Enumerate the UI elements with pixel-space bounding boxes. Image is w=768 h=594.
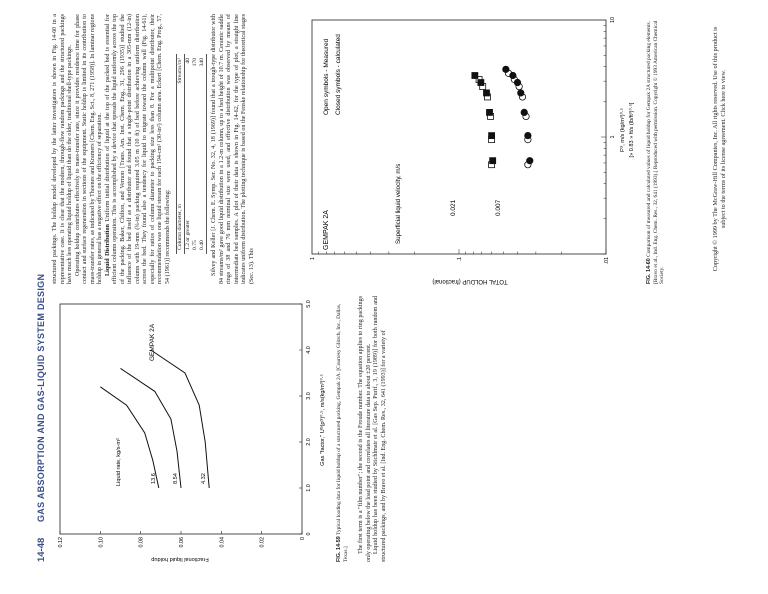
velocity-value-2: 0.007 xyxy=(495,199,502,216)
fig-14-59-caption xyxy=(336,296,349,562)
data-point-square xyxy=(478,80,484,86)
right-column-text xyxy=(52,14,256,284)
y-tick-label: .1 xyxy=(457,257,463,262)
data-point-square xyxy=(484,90,490,96)
fig-14-60-points xyxy=(472,66,533,168)
holdup-curve-1 xyxy=(121,368,182,488)
table-cell: 340 xyxy=(199,58,205,67)
data-point-circle xyxy=(503,66,509,72)
y-tick-label: 0.12 xyxy=(58,537,64,548)
fig-14-59-inner-label: GEMPAK 2A xyxy=(149,323,156,361)
y-tick-label: 0 xyxy=(300,537,306,540)
x-tick-label: 10 xyxy=(610,17,616,23)
y-tick-label: 0.08 xyxy=(138,537,145,548)
x-tick-label: 1.0 xyxy=(306,484,312,492)
table-cell: 40 xyxy=(185,58,191,64)
data-point-circle xyxy=(521,109,527,115)
copyright-notice[interactable] xyxy=(712,24,728,274)
fig-14-59-legend-title: Liquid rate, kg/s-m² xyxy=(116,438,122,486)
x-tick-label: 2.0 xyxy=(306,438,312,446)
velocity-value-1: 0.021 xyxy=(450,199,457,216)
y-tick-label: 0.10 xyxy=(98,537,105,548)
x-tick-label: 1 xyxy=(610,135,616,139)
table-head-streams: Streams/m² xyxy=(177,58,183,84)
right-paragraph-1: structured packings. The holdup model developed by the latter investigators is shown in Fig. 14-60 in a representative case. It is clear that the modern, through-flow random packings and the structured packings have much less operating liquid holdup of liquid than do the older, traditional shell-type packings. xyxy=(52,14,73,284)
data-point-circle xyxy=(527,157,533,163)
fig-14-60-ylabel: TOTAL HOLDUP (fractional) xyxy=(432,278,508,284)
right-paragraph-3 xyxy=(105,14,173,284)
legend-closed-symbols: Closed symbols - calculated xyxy=(335,34,342,115)
data-point-square xyxy=(487,109,493,115)
y-tick-label: 1 xyxy=(310,257,316,260)
data-point-circle xyxy=(518,90,524,96)
curve-label: 8.54 xyxy=(173,473,179,484)
fig-14-59-caption-label: FIG. 14-59 xyxy=(336,536,342,562)
fig-14-60-caption-label: FIG. 14-60 xyxy=(646,258,652,284)
table-head-diameter: Column diameter, m xyxy=(177,204,183,250)
left-paragraph-1: The first term is a "film number"; the second is the Froude number. The equation applies to ring packings only operating below the load point and correlates all literature data to about ±20 percent. xyxy=(358,296,372,562)
data-point-circle xyxy=(510,72,516,78)
fig-14-60-axes xyxy=(310,17,616,265)
liquid-distribution-heading: Liquid Distribution xyxy=(104,224,111,276)
y-tick-label: 0.02 xyxy=(259,537,266,548)
data-point-circle xyxy=(525,132,531,138)
velocity-title: Superficial liquid velocity, m/s xyxy=(395,163,402,244)
distribution-table xyxy=(176,54,207,254)
data-point-square xyxy=(490,158,496,164)
left-paragraph-2: Liquid holdup has been studied by Stichlmair et al. [Gas Sep. Purif., 3, 19 (1989)] for both random and structured packings, and by Bravo et al. [Ind. Eng. Chem. Res., 32, 641 (1993)] for a variety of xyxy=(373,296,387,562)
right-paragraph-4: Silvey and Keller [J. Chem. E. Symp. Ser. No. 32, 4, 18 (1969)] found that a trough-type distributor with 84 streams/m² gave good liquid distribution in a 1.2-m column, up to a bed height of 10.7 m. Ceramic saddle rings of 38 and 76 mm nominal size were used, and effective distribution was observed by means of intermediate bed samples. A plot of their data is shown in Fig. 14-62, for the type of plot, a straight line indicates uniform distribution. The plotting technique is based on the Fenske relationship for theoretical stages (Sec. 13). This xyxy=(211,14,255,284)
table-cell: 170 xyxy=(192,58,198,67)
y-tick-label: 0.06 xyxy=(179,537,185,548)
liquid-distribution-text: Uniform initial distribution of liquid at the top of the packed bed is essential for efficient column operation. This is accomplished by a device that spreads the liquid uniformly across the top of the packing. Baker, Chilton, and Vernon [Trans. Am. Inst. Chem. Eng., 31, 296 (1935)] studied the influence of the bed itself as a distributor and found that a single-point distribution in a 305-mm (12-in) column with 19-mm (¾-in) packing required 3.05 m (10 ft) of bed before achieving uniform distribution across the bed. They found also a tendency for liquid to migrate toward the column wall (Fig. 14-61), especially for ratios of column diameter to packing size less than 8. For a multipoint distributor, their recommendation was one liquid stream for each 194-cm² (30-in²) column area. Eckert [Chem. Eng. Prog., 57, 54 (1961)] recommends the following: xyxy=(104,14,171,284)
x-tick-label: 3.0 xyxy=(306,392,312,400)
y-tick-label: .01 xyxy=(604,257,610,265)
fig-14-60-chart xyxy=(300,8,644,290)
fig-14-59-caption-text: Typical loading data for liquid holdup of a structured packing, Gempak 2A. [Courtesy Glitsch, Inc., Dallas, Texas.] xyxy=(336,303,349,562)
table-cell: 0.75 xyxy=(192,240,198,250)
copyright-link[interactable]: Copyright © 1999 by The McGraw-Hill Companies, Inc. All rights reserved. Use of this product is subject to the terms of its license agreement. Click here to view. xyxy=(712,26,727,272)
running-title: GAS ABSORPTION AND GAS-LIQUID SYSTEM DESIGN xyxy=(36,273,46,522)
fig-14-59-chart xyxy=(52,294,334,566)
table-cell: 0.40 xyxy=(199,240,205,250)
data-point-square xyxy=(472,73,478,79)
legend-open-symbols: Open symbols - Measured xyxy=(323,38,330,115)
plot-frame xyxy=(312,20,606,254)
left-column-text xyxy=(358,296,388,562)
data-point-circle xyxy=(514,79,520,85)
fig-14-60-caption-text: Comparison of measured and calculated values of liquid holdup for Gempak 2A structured packing elements. [Bravo et al., Ind. Eng. Chem. Res., 32, 641 (1993).] Reproduced with permission. Copyright © 1993 American Chemical Society. xyxy=(646,20,666,284)
fig-14-60-inner-label: GEMPAK 2A xyxy=(323,210,330,250)
page-number: 14-48 xyxy=(36,537,47,562)
x-tick-label: 4.0 xyxy=(306,346,312,354)
fig-14-60-xlabel-secondary: [» 0.83 » ft/s (lb/ft³)⁰·⁵] xyxy=(629,102,635,158)
data-point-square xyxy=(489,133,495,139)
x-tick-label: 5.0 xyxy=(306,300,312,308)
curve-label: 4.32 xyxy=(201,473,208,484)
plot-frame xyxy=(60,304,302,534)
fig-14-59-axes xyxy=(58,300,312,547)
y-tick-label: 0.04 xyxy=(219,537,226,548)
fig-14-59-xlabel: Gas "factor," Uᴳ(ρᴳ)⁰·⁵, m/s(kg/m³)⁰·⁵ xyxy=(320,374,326,466)
fig-14-59-ylabel: Fractional liquid holdup xyxy=(151,556,209,562)
fig-14-60-caption xyxy=(646,14,666,284)
table-cell: 1.2 or greater xyxy=(185,220,191,250)
x-tick-label: 0 xyxy=(306,532,312,536)
table-row xyxy=(199,54,207,254)
table-row xyxy=(192,54,199,254)
curve-label: 13.6 xyxy=(150,473,157,484)
holdup-curve-2 xyxy=(151,350,209,488)
table-row xyxy=(185,54,193,254)
fig-14-60-xlabel: Fᴳ, m/s (kg/m³)⁰·⁵ xyxy=(620,108,626,152)
right-paragraph-2: Operating holdup contributes effectively to mass-transfer rate, since it provides residence time for phase contact and surface regeneration in sections of the equipment. Static holdup is limited in its contribution to mass-transfer rates, as indicated by Thoenes and Kramers [Chem. Eng. Sci., 8, 271 (1958)]. In laminar regions holdup in general has a negative effect on the efficiency of separation. xyxy=(74,14,103,284)
